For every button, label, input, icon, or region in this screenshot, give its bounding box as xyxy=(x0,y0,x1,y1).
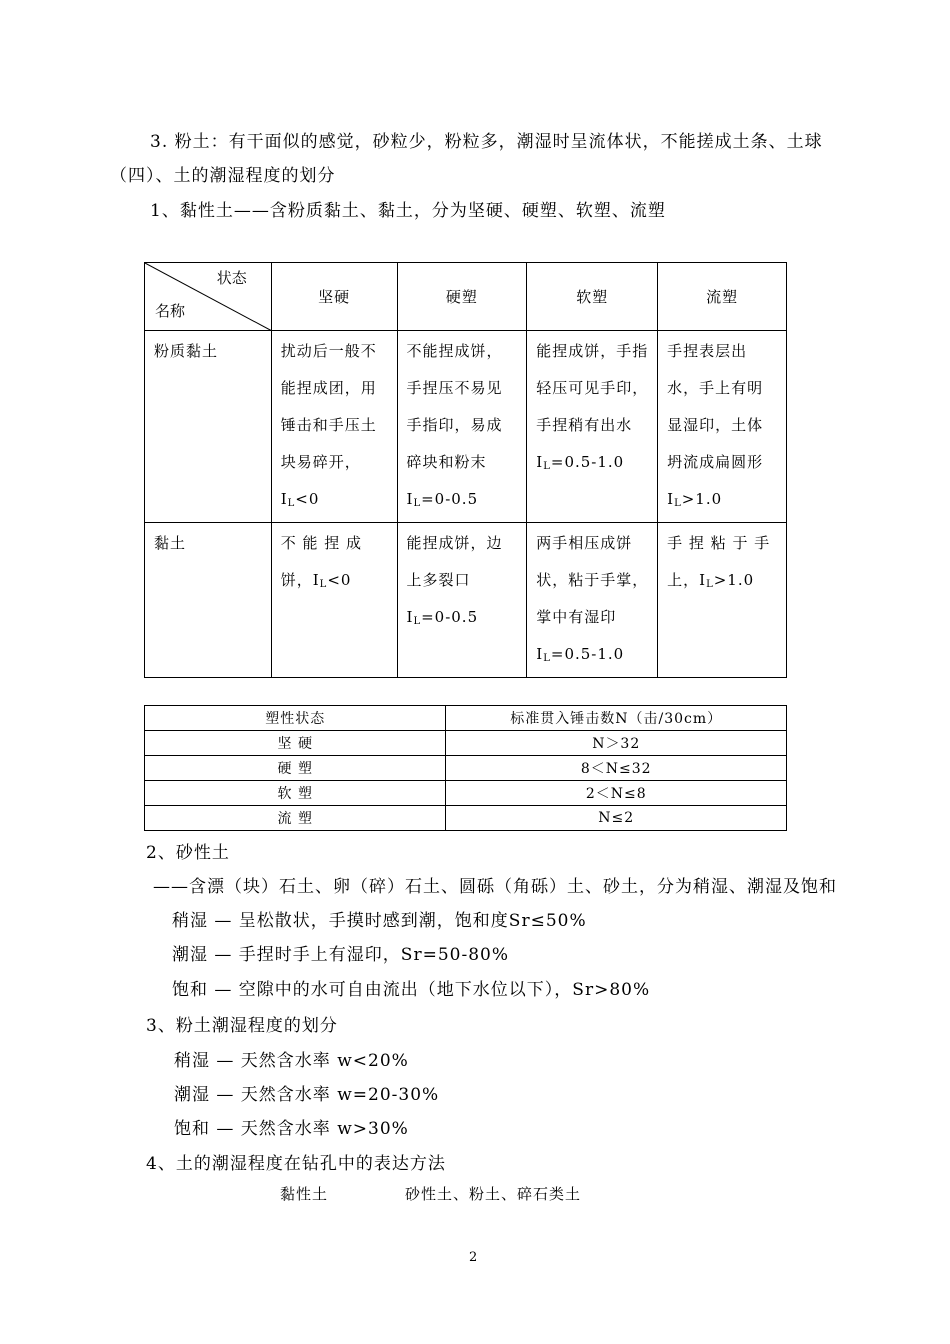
section-heading-moisture: （四）、土的潮湿程度的划分 xyxy=(110,166,336,186)
item-saturated: 饱和 — 空隙中的水可自由流出（地下水位以下），Sr>80% xyxy=(172,980,651,1000)
row-name xyxy=(145,331,272,523)
index-subscript: L xyxy=(413,616,422,627)
table-cell xyxy=(271,523,397,678)
column-header: 软塑 xyxy=(527,263,658,331)
spt-blow-count-table xyxy=(144,705,787,831)
table-cell: N≤2 xyxy=(446,806,787,831)
header-state: 状态 xyxy=(216,269,247,287)
row-name-text: 粉质黏土 xyxy=(154,342,219,360)
paragraph-sandy-soil: ——含漂（块）石土、卵（碎）石土、圆砾（角砾）土、砂土，分为稍湿、潮湿及饱和 xyxy=(153,877,837,897)
index-symbol: I xyxy=(536,645,544,663)
table-cell: 硬 塑 xyxy=(145,756,446,781)
cell-text: 手 捏 粘 于 手上， xyxy=(667,534,771,589)
row-name-text: 黏土 xyxy=(154,534,187,552)
index-symbol: I xyxy=(667,490,675,508)
table-cell: N＞32 xyxy=(446,731,787,756)
index-subscript: L xyxy=(319,579,328,590)
table-cell: 8＜N≤32 xyxy=(446,756,787,781)
item-moist: 潮湿 — 手捏时手上有湿印，Sr=50-80% xyxy=(172,945,509,965)
subheading-borehole-expression: 4、土的潮湿程度在钻孔中的表达方法 xyxy=(146,1154,446,1174)
table-cell: 流 塑 xyxy=(145,806,446,831)
item-silt-slightly-moist: 稍湿 — 天然含水率 w<20% xyxy=(174,1051,409,1071)
column-header: 硬塑 xyxy=(397,263,527,331)
cell-text: 能捏成饼，手指轻压可见手印，手捏稍有出水 xyxy=(536,342,649,434)
index-subscript: L xyxy=(543,461,551,472)
table-cell xyxy=(397,331,527,523)
table-row xyxy=(145,806,787,831)
index-range: >1.0 xyxy=(713,571,755,589)
index-range: <0 xyxy=(327,571,352,589)
cell-text: 两手相压成饼状，粘于手掌，掌中有湿印 xyxy=(536,534,649,626)
subheading-cohesive-soil: 1、黏性土——含粉质黏土、黏土，分为坚硬、硬塑、软塑、流塑 xyxy=(150,201,666,221)
index-subscript: L xyxy=(287,498,296,509)
index-symbol: I xyxy=(536,453,544,471)
page-number: 2 xyxy=(469,1250,478,1265)
table-cell: 2＜N≤8 xyxy=(446,781,787,806)
diagonal-header-cell xyxy=(145,263,272,331)
table-cell: 坚 硬 xyxy=(145,731,446,756)
cohesive-soil-state-table xyxy=(144,262,787,678)
index-symbol: I xyxy=(406,490,414,508)
cell-text: 不 能 捏 成 饼， xyxy=(280,534,363,589)
index-subscript: L xyxy=(543,653,551,664)
index-subscript: L xyxy=(674,498,682,509)
index-subscript: L xyxy=(706,579,714,590)
table-cell xyxy=(658,331,787,523)
subheading-sandy-soil: 2、砂性土 xyxy=(146,843,230,863)
header-name: 名称 xyxy=(155,302,186,320)
label-sandy-silt-gravel: 砂性土、粉土、碎石类土 xyxy=(405,1185,582,1203)
table-row xyxy=(145,756,787,781)
item-slightly-moist: 稍湿 — 呈松散状，手摸时感到潮，饱和度Sr≤50% xyxy=(172,911,587,931)
table-cell xyxy=(527,523,658,678)
label-cohesive-soil: 黏性土 xyxy=(280,1185,329,1203)
table-cell xyxy=(397,523,527,678)
column-header: 塑性状态 xyxy=(145,706,446,731)
item-silt-moist: 潮湿 — 天然含水率 w=20-30% xyxy=(174,1085,440,1105)
table-cell xyxy=(658,523,787,678)
index-range: =0-0.5 xyxy=(421,490,479,508)
table-row xyxy=(145,781,787,806)
index-symbol: I xyxy=(280,490,288,508)
table-row xyxy=(145,731,787,756)
table-cell xyxy=(527,331,658,523)
column-header: 标准贯入锤击数N（击/30cm） xyxy=(446,706,787,731)
column-header: 坚硬 xyxy=(271,263,397,331)
table-cell: 软 塑 xyxy=(145,781,446,806)
index-range: =0.5-1.0 xyxy=(550,453,625,471)
cell-text: 手捏表层出水，手上有明显湿印，土体坍流成扁圆形 xyxy=(667,342,764,471)
subheading-silt-moisture: 3、粉土潮湿程度的划分 xyxy=(146,1016,338,1036)
index-range: >1.0 xyxy=(681,490,723,508)
index-range: =0-0.5 xyxy=(421,608,479,626)
row-name xyxy=(145,523,272,678)
cell-text: 能捏成饼，边上多裂口 xyxy=(406,534,503,589)
table-cell xyxy=(271,331,397,523)
index-symbol: I xyxy=(699,571,707,589)
cell-text: 扰动后一般不能捏成团，用锤击和手压土块易碎开， xyxy=(280,342,377,471)
paragraph-silt: 3. 粉土：有干面似的感觉，砂粒少，粉粒多，潮湿时呈流体状，不能搓成土条、土球 xyxy=(150,132,823,152)
index-range: =0.5-1.0 xyxy=(550,645,625,663)
column-header: 流塑 xyxy=(658,263,787,331)
index-subscript: L xyxy=(413,498,422,509)
index-range: <0 xyxy=(295,490,320,508)
item-silt-saturated: 饱和 — 天然含水率 w>30% xyxy=(174,1119,409,1139)
index-symbol: I xyxy=(312,571,320,589)
cell-text: 不能捏成饼，手捏压不易见手指印，易成碎块和粉末 xyxy=(406,342,503,471)
index-symbol: I xyxy=(406,608,414,626)
